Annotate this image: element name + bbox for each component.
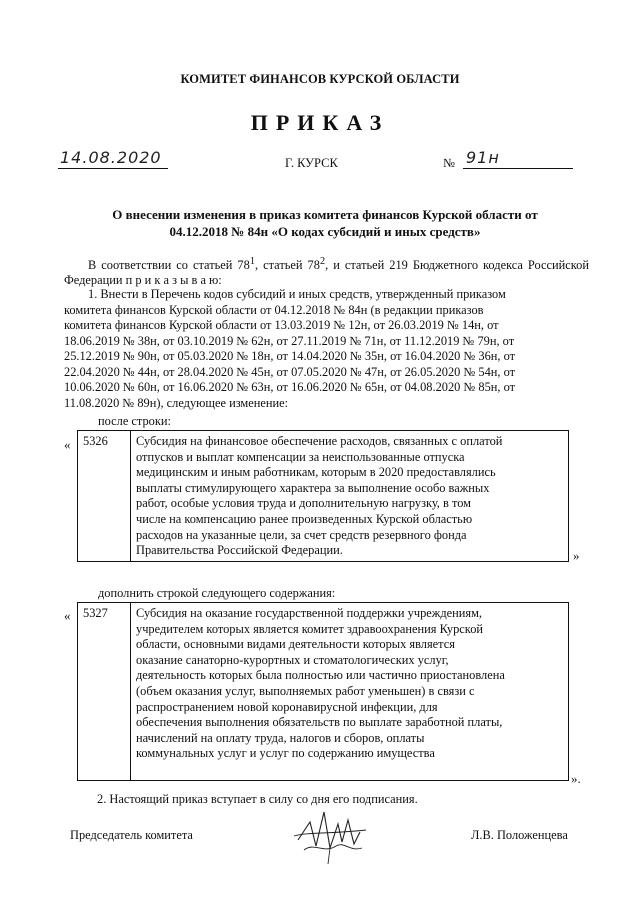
clause-1-line: 11.08.2020 № 89н), следующее изменение: — [64, 395, 289, 410]
row2-line: области, основными видами деятельности которых является — [136, 637, 455, 652]
clause-1-line: комитета финансов Курской области от 04.12.2018 № 84н (в редакции приказов — [64, 302, 484, 317]
number-underline — [463, 168, 573, 169]
document-title — [60, 206, 590, 240]
row2-table — [77, 602, 569, 781]
row1-line: Правительства Российской Федерации. — [136, 543, 343, 558]
title-line-2: 04.12.2018 № 84н «О кодах субсидий и иных средств» — [169, 224, 481, 239]
clause-1-line: 22.04.2020 № 44н, от 28.04.2020 № 45н, от 07.05.2020 № 47н, от 26.05.2020 № 54н, от — [64, 364, 516, 379]
row1-description — [131, 431, 569, 562]
row1-close-quote: » — [573, 548, 580, 563]
clause-2: 2. Настоящий приказ вступает в силу со дня его подписания. — [97, 792, 418, 806]
row2-line: коммунальных услуг и услуг по содержанию имущества — [136, 746, 435, 761]
row1-open-quote: « — [64, 437, 71, 452]
clause-1-line: 1. Внести в Перечень кодов субсидий и иных средств, утвержденный приказом — [88, 287, 506, 301]
row2-line: распространением новой коронавирусной инфекции, для — [136, 699, 438, 714]
row2-description — [131, 603, 569, 781]
document-type: ПРИКАЗ — [250, 110, 390, 135]
intro-part-3: , и статьей 219 Бюджетного кодекса Российской Федерации п р и к а з ы в а ю: — [64, 258, 589, 288]
clause-1-line: 18.06.2019 № 38н, от 03.10.2019 № 62н, от 27.11.2019 № 71н, от 11.12.2019 № 79н, от — [64, 333, 515, 348]
handwritten-signature — [290, 802, 370, 866]
row1-code: 5326 — [78, 431, 131, 562]
row1-line: выплаты стимулирующего характера за выполнение особо важных — [136, 480, 490, 495]
row2-line: начислений на оплату труда, налогов и сборов, оплаты — [136, 730, 425, 745]
date-handwritten: 14.08.2020 — [60, 148, 162, 167]
clause-1-line: 10.06.2020 № 60н, от 16.06.2020 № 63н, от 16.06.2020 № 65н, от 04.08.2020 № 85н, от — [64, 380, 516, 394]
add-row-label: дополнить строкой следующего содержания: — [98, 586, 336, 600]
date-underline — [58, 168, 168, 169]
row2-close-quote: ». — [571, 771, 581, 786]
row2-line: Субсидия на оказание государственной поддержки учреждениям, — [136, 606, 483, 620]
title-line-1: О внесении изменения в приказ комитета финансов Курской области от — [112, 207, 538, 222]
intro-sup-1: 1 — [249, 256, 255, 267]
row1-table — [77, 430, 569, 562]
row1-line: числе на компенсацию ранее произведенных Курской областью — [136, 511, 473, 526]
clause-1-line: 25.12.2019 № 90н, от 05.03.2020 № 18н, от 14.04.2020 № 35н, от 16.04.2020 № 36н, от — [64, 349, 516, 363]
row1-line: расходов на указанные цели, за счет средств резервного фонда — [136, 527, 467, 542]
signatory-position: Председатель комитета — [70, 828, 193, 842]
committee-name: КОМИТЕТ ФИНАНСОВ КУРСКОЙ ОБЛАСТИ — [180, 72, 460, 86]
row2-line: учредителем которых является комитет здравоохранения Курской — [136, 621, 484, 636]
city: Г. КУРСК — [285, 156, 338, 170]
intro-paragraph — [64, 254, 589, 288]
table-row — [78, 603, 569, 781]
row1-line: отпусков и выплат компенсации за неиспользованные отпуска — [136, 449, 465, 464]
row1-line: работ, особые условия труда и дополнительную нагрузку, в том — [136, 496, 471, 511]
row2-open-quote: « — [64, 608, 71, 623]
clause-1-line: комитета финансов Курской области от 13.03.2019 № 12н, от 26.03.2019 № 14н, от — [64, 318, 499, 332]
row2-line: деятельность которых была полностью или частично приостановлена — [136, 668, 505, 683]
row2-line: оказание санаторно-курортных и стоматологических услуг, — [136, 652, 449, 667]
after-rows-label: после строки: — [98, 414, 171, 428]
intro-sup-2: 2 — [319, 256, 326, 267]
signatory-name: Л.В. Положенцева — [471, 828, 568, 842]
intro-part-1: В соответствии со статьей 78 — [88, 258, 250, 273]
row2-line: обеспечения выполнения обязательств по выплате заработной платы, — [136, 715, 503, 730]
number-handwritten: 91н — [466, 148, 500, 167]
number-sign: № — [443, 156, 455, 170]
row2-code: 5327 — [78, 603, 131, 781]
clause-1 — [64, 287, 589, 411]
table-row — [78, 431, 569, 562]
intro-part-2: , статьей 78 — [255, 258, 320, 273]
row2-line: (объем оказания услуг, выполняемых работ уменьшен) в связи с — [136, 683, 475, 698]
row1-line: Субсидия на финансовое обеспечение расходов, связанных с оплатой — [136, 434, 503, 448]
row1-line: медицинским и иным работникам, которым в 2020 предоставлялись — [136, 465, 496, 480]
